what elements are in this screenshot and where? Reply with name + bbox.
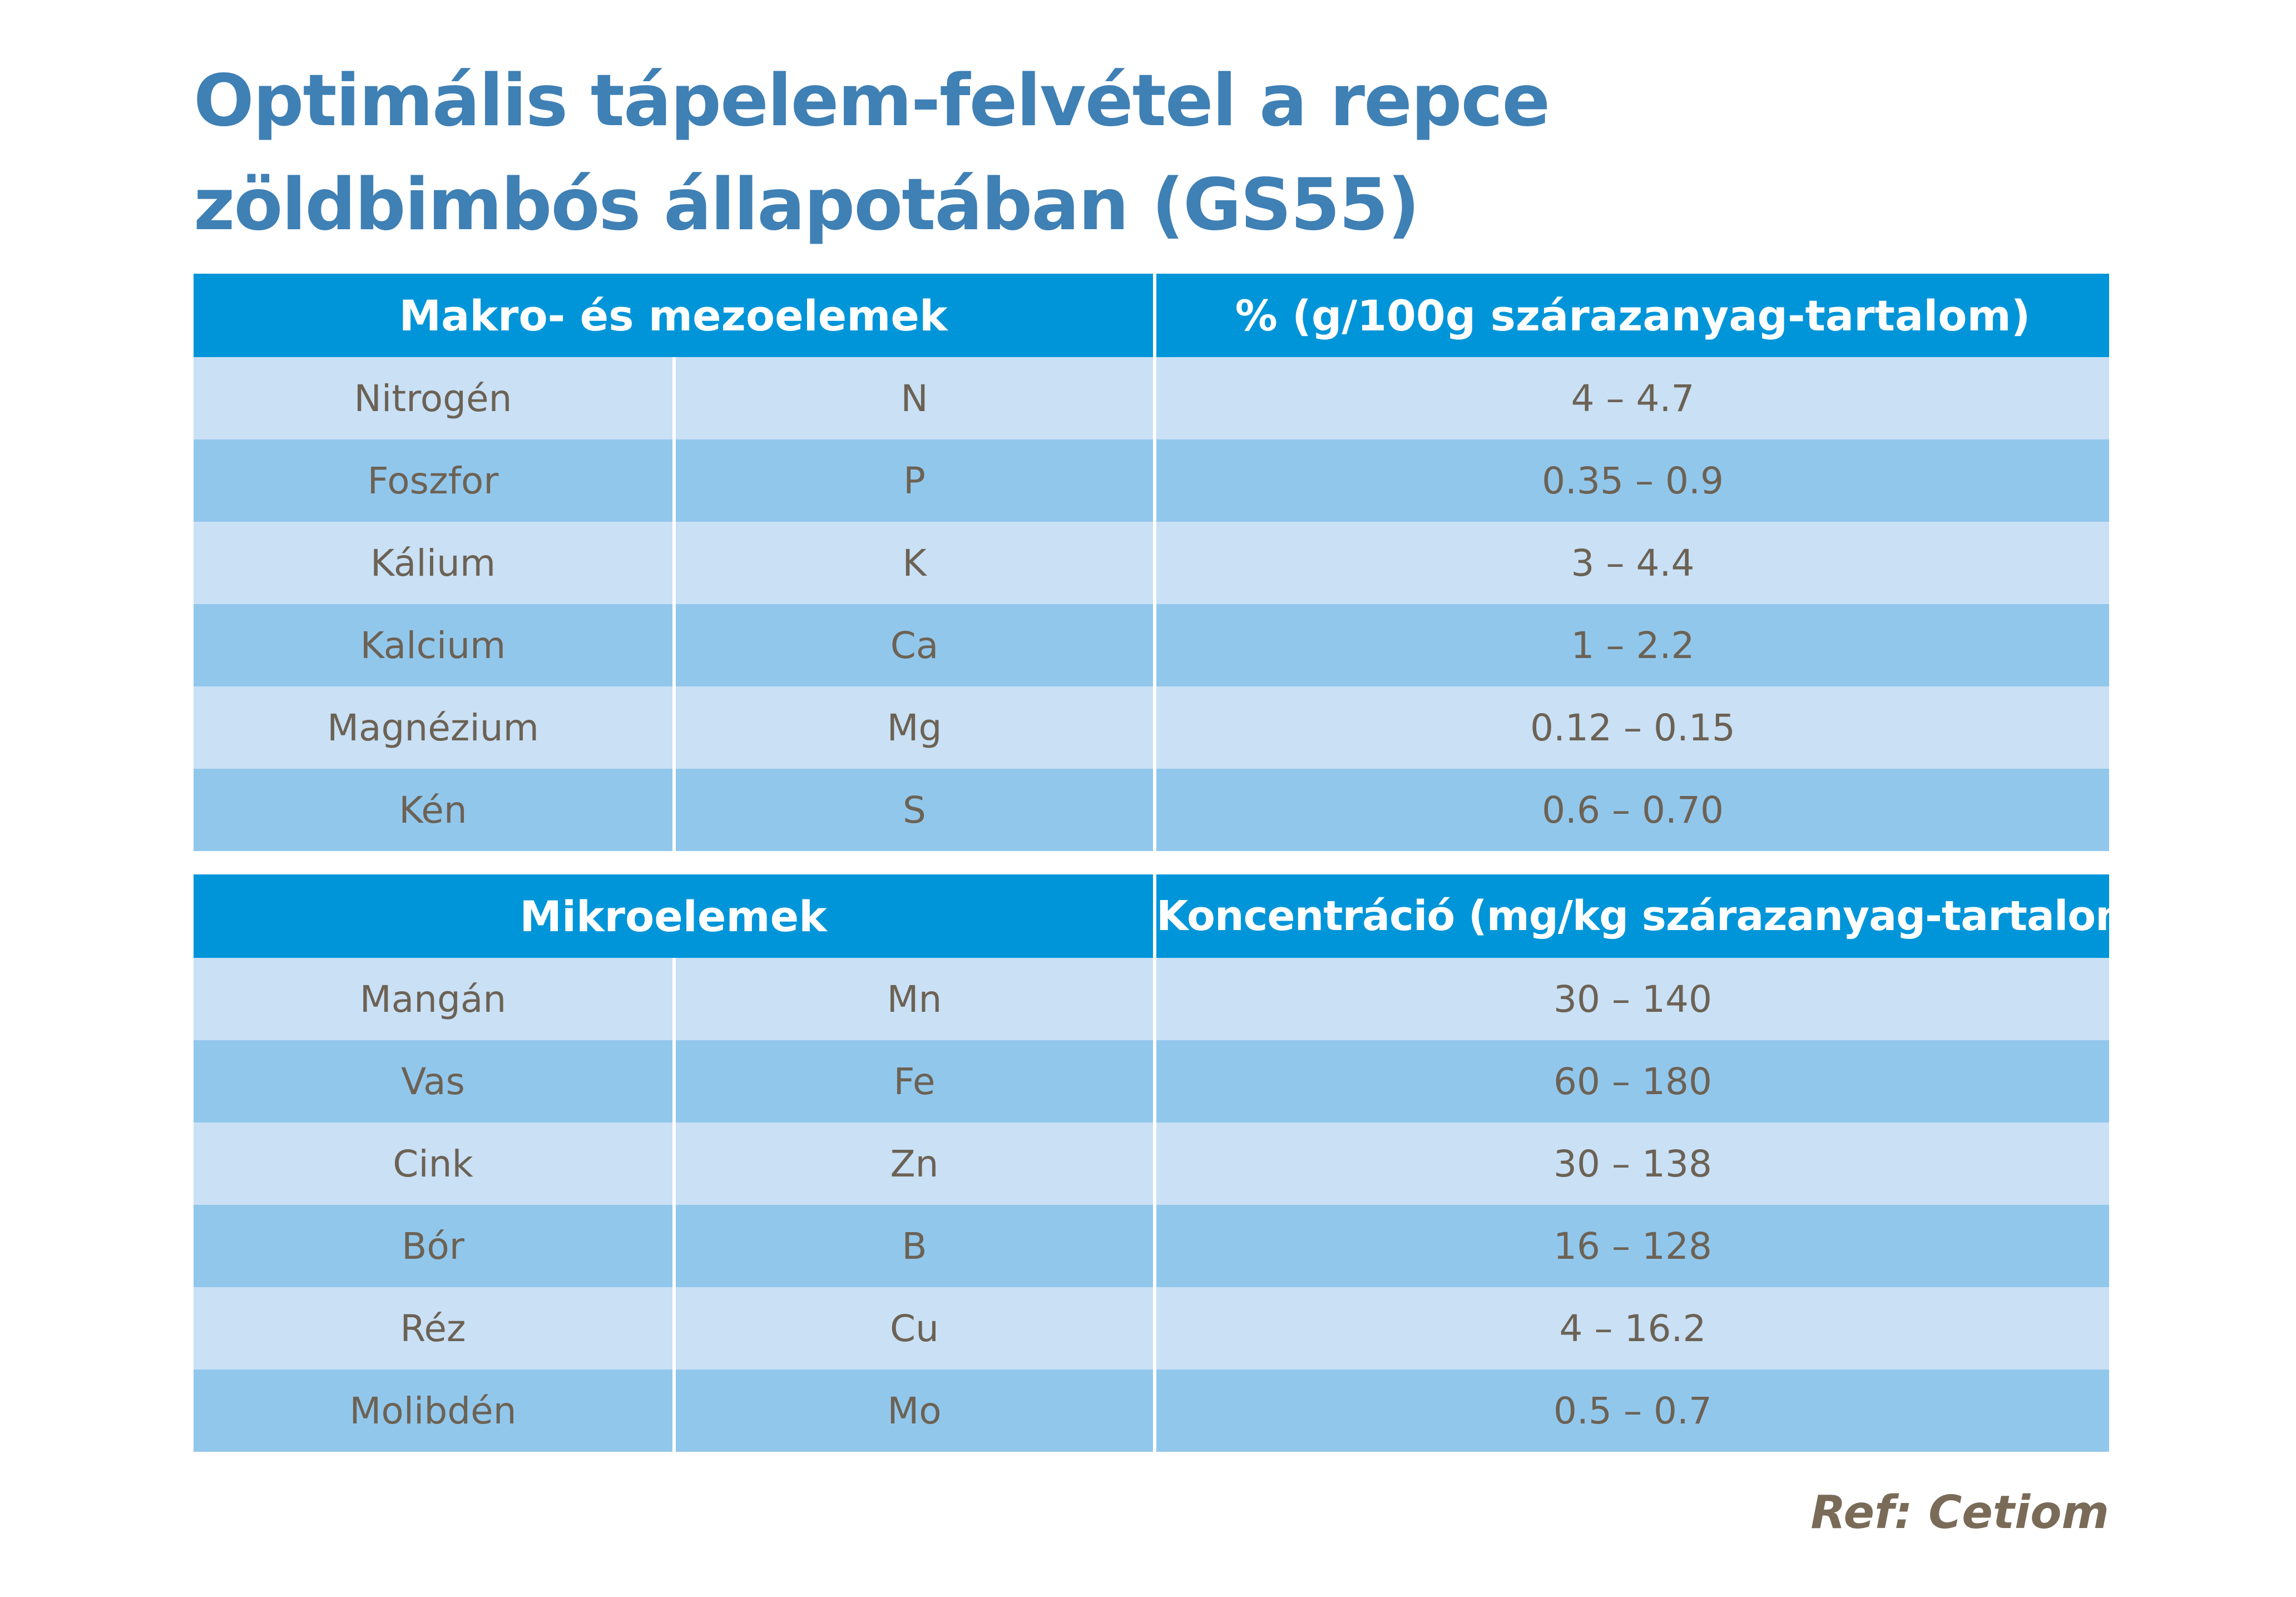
element-name-cell: Cink	[194, 1123, 674, 1205]
page-title-line-1: Optimális tápelem-felvétel a repce	[194, 60, 1550, 142]
element-symbol-cell: Mn	[674, 958, 1155, 1040]
table-row	[194, 357, 2109, 439]
element-name-cell: Bór	[194, 1205, 674, 1287]
table-row	[194, 439, 2109, 522]
micro-elements-table	[194, 874, 2156, 1452]
element-symbol-cell: Ca	[674, 604, 1155, 686]
element-value-cell: 30 – 138	[1155, 1123, 2109, 1205]
macro-group-header: Makro- és mezoelemek	[194, 274, 1155, 357]
element-symbol-cell: Mo	[674, 1369, 1155, 1452]
element-symbol-cell: B	[674, 1205, 1155, 1287]
macro-table-header-row	[194, 274, 2109, 357]
element-symbol-cell: P	[674, 439, 1155, 522]
micro-group-header: Mikroelemek	[194, 874, 1155, 958]
page-title	[194, 49, 2085, 257]
table-row	[194, 1287, 2109, 1369]
reference-note: Ref: Cetiom	[1810, 1486, 2109, 1539]
element-name-cell: Foszfor	[194, 439, 674, 522]
element-name-cell: Kén	[194, 769, 674, 851]
element-value-cell: 4 – 4.7	[1155, 357, 2109, 439]
element-name-cell: Magnézium	[194, 686, 674, 769]
element-symbol-cell: Zn	[674, 1123, 1155, 1205]
table-row	[194, 1123, 2109, 1205]
element-value-cell: 30 – 140	[1155, 958, 2109, 1040]
element-symbol-cell: Mg	[674, 686, 1155, 769]
micro-table-header-row	[194, 874, 2109, 958]
element-name-cell: Kalcium	[194, 604, 674, 686]
element-symbol-cell: N	[674, 357, 1155, 439]
macro-value-header: % (g/100g szárazanyag-tartalom)	[1155, 274, 2109, 357]
element-name-cell: Mangán	[194, 958, 674, 1040]
element-name-cell: Vas	[194, 1040, 674, 1123]
table-row	[194, 1369, 2109, 1452]
table-row	[194, 686, 2109, 769]
element-symbol-cell: K	[674, 522, 1155, 604]
element-value-cell: 0.5 – 0.7	[1155, 1369, 2109, 1452]
table-row	[194, 522, 2109, 604]
element-value-cell: 0.6 – 0.70	[1155, 769, 2109, 851]
element-value-cell: 1 – 2.2	[1155, 604, 2109, 686]
micro-value-header: Koncentráció (mg/kg szárazanyag-tartalom)	[1155, 874, 2109, 958]
element-value-cell: 3 – 4.4	[1155, 522, 2109, 604]
element-value-cell: 0.35 – 0.9	[1155, 439, 2109, 522]
element-name-cell: Réz	[194, 1287, 674, 1369]
element-value-cell: 16 – 128	[1155, 1205, 2109, 1287]
element-value-cell: 0.12 – 0.15	[1155, 686, 2109, 769]
element-value-cell: 60 – 180	[1155, 1040, 2109, 1123]
element-symbol-cell: Cu	[674, 1287, 1155, 1369]
element-symbol-cell: Fe	[674, 1040, 1155, 1123]
table-row	[194, 769, 2109, 851]
element-name-cell: Molibdén	[194, 1369, 674, 1452]
macro-elements-table	[194, 274, 2109, 851]
element-symbol-cell: S	[674, 769, 1155, 851]
page-title-line-2: zöldbimbós állapotában (GS55)	[194, 164, 1419, 246]
table-row	[194, 1205, 2109, 1287]
table-row	[194, 1040, 2109, 1123]
element-name-cell: Kálium	[194, 522, 674, 604]
element-name-cell: Nitrogén	[194, 357, 674, 439]
element-value-cell: 4 – 16.2	[1155, 1287, 2109, 1369]
table-row	[194, 958, 2109, 1040]
table-row	[194, 604, 2109, 686]
